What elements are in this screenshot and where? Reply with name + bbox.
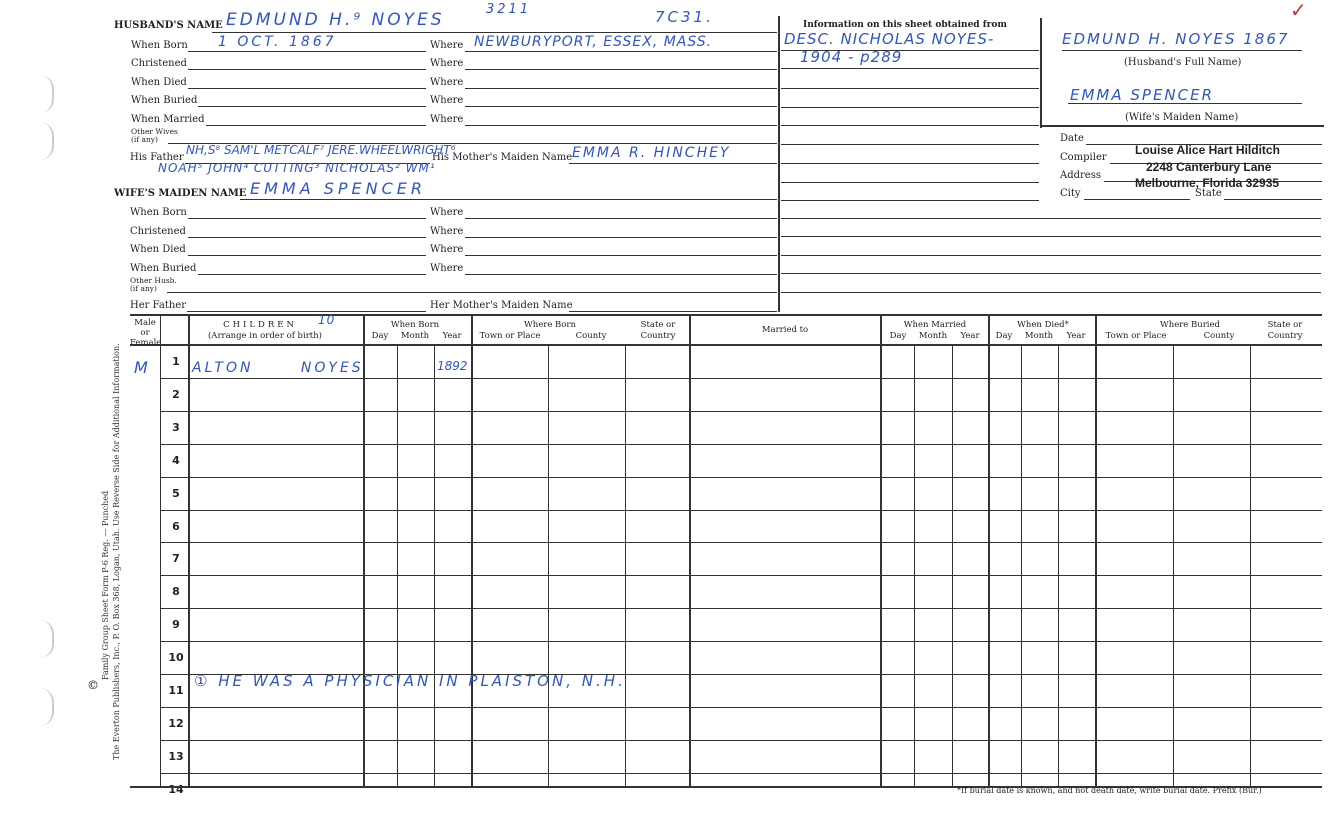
row-divider <box>160 477 1322 478</box>
punch-hole <box>40 122 54 160</box>
town-header: Town or Place <box>479 331 541 341</box>
children-header: CHILDREN <box>223 320 297 330</box>
where-label: Where <box>430 114 464 125</box>
wifes-maiden-name-label: WIFE'S MAIDEN NAME <box>114 188 247 199</box>
where-label: Where <box>430 95 464 106</box>
table-row <box>0 378 1344 411</box>
child-number: 10 <box>168 651 184 665</box>
husbands-name-label: HUSBAND'S NAME <box>114 20 223 31</box>
his-mother-label: His Mother's Maiden Name <box>432 152 573 163</box>
child-birth-year: 1892 <box>437 359 468 373</box>
footnote: *If burial date is known, and not death date, write burial date. Prefix (Bur.) <box>957 786 1262 795</box>
checkmark-icon: ✓ <box>1290 0 1310 22</box>
address-label: Address <box>1060 170 1101 181</box>
ref-code-hw: 7C31. <box>655 8 714 26</box>
stamp-name: Louise Alice Hart Hilditch <box>1135 143 1280 157</box>
year-header: Year <box>442 331 462 341</box>
child-number: 3 <box>172 420 180 434</box>
husband-when-buried-label: When Buried <box>131 95 198 106</box>
year-header: Year <box>1066 331 1086 341</box>
father-line-2-hw: NOAH⁵ JOHN⁴ CUTTING³ NICHOLAS² WM¹ <box>158 161 436 175</box>
state-label: State <box>1195 188 1222 199</box>
month-header: Month <box>1024 331 1054 341</box>
stamp-city: Melbourne, Florida 32935 <box>1135 176 1280 190</box>
arrange-header: (Arrange in order of birth) <box>207 331 322 341</box>
where-buried-header: Where Buried <box>1159 320 1220 330</box>
when-born-header: When Born <box>390 320 440 330</box>
info-obtained-label: Information on this sheet obtained from <box>803 20 1007 30</box>
other-husb-label: Other Husb. <box>130 276 177 285</box>
wife-right-hw: EMMA SPENCER <box>1070 86 1215 104</box>
day-header: Day <box>995 331 1013 341</box>
where-label: Where <box>430 244 464 255</box>
child-number: 2 <box>172 387 180 401</box>
row-divider <box>160 411 1322 412</box>
row-divider <box>160 542 1322 543</box>
father-line-1-hw: NH,S⁸ SAM'L METCALF⁷ JERE.WHEELWRIGHT⁶ <box>186 143 456 157</box>
county-header: County <box>1203 331 1235 341</box>
child-name: ALTON NOYES <box>192 360 364 376</box>
row-divider <box>160 510 1322 511</box>
if-any-label: (if any) <box>131 135 158 144</box>
where-label: Where <box>430 263 464 274</box>
wifes-maiden-name-caption: (Wife's Maiden Name) <box>1125 112 1239 123</box>
town-header: Town or Place <box>1105 331 1167 341</box>
where-born-header: Where Born <box>524 320 576 330</box>
punch-hole <box>40 75 54 113</box>
where-label: Where <box>430 58 464 69</box>
wife-when-died-label: When Died <box>130 244 186 255</box>
compiler-label: Compiler <box>1060 152 1107 163</box>
child-number: 7 <box>172 552 180 566</box>
country-header: Country <box>640 331 676 341</box>
table-row <box>0 411 1344 444</box>
state-or-header: State or <box>640 320 676 330</box>
her-father-label: Her Father <box>130 300 186 311</box>
table-row <box>0 542 1344 575</box>
his-father-label: His Father <box>130 152 184 163</box>
when-married-header: When Married <box>903 320 967 330</box>
husband-when-born-label: When Born <box>131 40 188 51</box>
where-label: Where <box>430 207 464 218</box>
row-divider <box>160 773 1322 774</box>
stamp-street: 2248 Canterbury Lane <box>1146 160 1272 174</box>
when-married-label: When Married <box>131 114 205 125</box>
female-label: Female <box>130 338 162 348</box>
sex-header <box>130 318 160 348</box>
row-divider <box>160 608 1322 609</box>
country-header: Country <box>1267 331 1303 341</box>
child-number: 12 <box>168 716 184 730</box>
copyright-icon: © <box>87 678 99 692</box>
husband-when-died-label: When Died <box>131 77 187 88</box>
row-divider <box>160 444 1322 445</box>
where-label: Where <box>430 226 464 237</box>
mother-hw: EMMA R. HINCHEY <box>572 145 731 161</box>
city-label: City <box>1060 188 1081 199</box>
or-label: or <box>140 328 150 338</box>
born-place-hw: NEWBURYPORT, ESSEX, MASS. <box>474 34 713 50</box>
table-row <box>0 608 1344 641</box>
note-hw: ① HE WAS A PHYSICIAN IN PLAISTON, N.H. <box>194 672 626 690</box>
child-number: 14 <box>168 782 184 796</box>
day-header: Day <box>889 331 907 341</box>
table-row <box>0 575 1344 608</box>
husband-name-hw: EDMUND H.⁹ NOYES <box>226 10 445 30</box>
where-label: Where <box>430 77 464 88</box>
table-row <box>0 477 1344 510</box>
wife-when-born-label: When Born <box>130 207 187 218</box>
table-row <box>0 444 1344 477</box>
table-row <box>0 707 1344 740</box>
wife-when-buried-label: When Buried <box>130 263 197 274</box>
when-died-header: When Died* <box>1017 320 1069 330</box>
if-any-label: (if any) <box>130 284 157 293</box>
table-row <box>0 510 1344 543</box>
child-number: 8 <box>172 585 180 599</box>
county-header: County <box>575 331 607 341</box>
wife-name-hw: EMMA SPENCER <box>250 179 427 198</box>
her-mother-label: Her Mother's Maiden Name <box>430 300 573 311</box>
husband-born-where-label: Where <box>430 40 464 51</box>
state-or-header: State or <box>1267 320 1303 330</box>
child-number: 5 <box>172 486 180 500</box>
row-divider <box>160 575 1322 576</box>
table-row <box>0 641 1344 674</box>
side-form-text: Family Group Sheet Form P-6 Reg. — Punched <box>101 490 110 680</box>
year-header: Year <box>960 331 980 341</box>
male-label: Male <box>134 318 156 328</box>
husband-christened-label: Christened <box>131 58 187 69</box>
month-header: Month <box>400 331 430 341</box>
day-header: Day <box>371 331 389 341</box>
married-to-header: Married to <box>761 325 809 335</box>
month-header: Month <box>918 331 948 341</box>
child-number: 9 <box>172 618 180 632</box>
other-wives-label: Other Wives <box>131 127 178 136</box>
husbands-full-name-caption: (Husband's Full Name) <box>1124 57 1242 68</box>
children-count: 10 <box>318 313 336 327</box>
row-divider <box>160 641 1322 642</box>
child-number: 1 <box>172 355 180 368</box>
table-row <box>0 740 1344 773</box>
husband-full-name-hw: EDMUND H. NOYES 1867 <box>1062 30 1290 48</box>
row-divider <box>160 378 1322 379</box>
child-number: 13 <box>168 749 184 763</box>
born-date-hw: 1 OCT. 1867 <box>218 34 337 50</box>
ref-number-hw: 3211 <box>486 2 532 17</box>
child-number: 4 <box>172 453 180 467</box>
row-divider <box>160 707 1322 708</box>
child-number: 6 <box>172 519 180 533</box>
source-2-hw: 1904 - p289 <box>800 48 903 66</box>
wife-christened-label: Christened <box>130 226 186 237</box>
source-hw: DESC. NICHOLAS NOYES- <box>784 30 995 48</box>
child-sex: M <box>134 358 151 377</box>
table-row <box>0 345 1344 378</box>
side-publisher-text: The Everton Publishers, Inc., P. O. Box 368, Logan, Utah. Use Reverse Side for Additional Information. <box>112 343 121 760</box>
date-label: Date <box>1060 133 1084 144</box>
row-divider <box>160 740 1322 741</box>
child-number: 11 <box>168 684 184 697</box>
